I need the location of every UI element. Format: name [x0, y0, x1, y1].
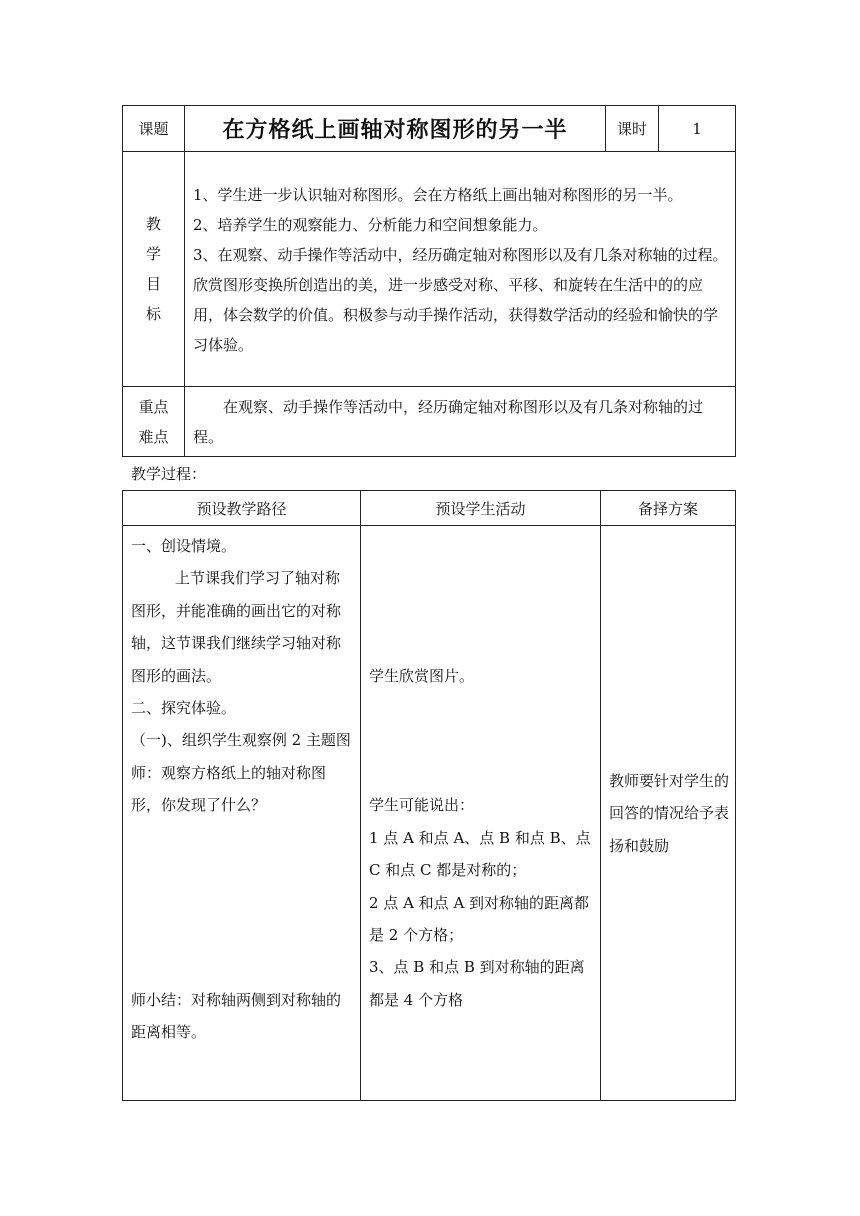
path-line: 上节课我们学习了轴对称图形，并能准确的画出它的对称轴，这节课我们继续学习轴对称图形的画法。 [131, 569, 342, 685]
objectives-content [185, 152, 736, 387]
keypoints-label-line: 难点 [138, 427, 169, 446]
header-alternative: 备择方案 [601, 491, 736, 526]
path-line: 二、探究体验。 [131, 699, 237, 718]
topic-label: 课题 [123, 106, 185, 152]
alternative-text: 教师要针对学生的回答的情况给予表扬和鼓励 [609, 772, 730, 855]
path-column [123, 526, 361, 1101]
keypoints-label [123, 387, 185, 457]
student-line: 3、点 B 和点 B 到对称轴的距离都是 4 个方格 [369, 958, 585, 1009]
objectives-label-char: 标 [145, 305, 161, 323]
student-line: 学生可能说出： [369, 796, 475, 815]
alternative-column [601, 526, 736, 1101]
period-label: 课时 [606, 106, 659, 152]
objectives-label-char: 教 [145, 215, 161, 233]
path-line: 师小结：对称轴两侧到对称轴的距离相等。 [131, 990, 342, 1042]
objective-item: 3、在观察、动手操作等活动中，经历确定轴对称图形以及有几条对称轴的过程。欣赏图形变换所创造出的美，进一步感受对称、平移、和旋转在生活中的的应用，体会数学的价值。积极参与动手操作活动，获得数学活动的经验和愉快的学习体验。 [193, 246, 728, 354]
objectives-label-char: 学 [145, 245, 161, 263]
process-table [122, 490, 736, 1101]
keypoints-content [185, 387, 736, 457]
path-line: 师：观察方格纸上的轴对称图形，你发现了什么？ [131, 763, 327, 815]
period-value: 1 [659, 106, 736, 152]
process-label: 教学过程： [131, 465, 207, 483]
path-line: （一)、组织学生观察例 2 主题图 [131, 731, 351, 750]
objective-item: 2、培养学生的观察能力、分析能力和空间想象能力。 [193, 216, 548, 234]
student-column [361, 526, 601, 1101]
student-line: 1 点 A 和点 A、点 B 和点 B、点 C 和点 C 都是对称的； [369, 828, 591, 880]
keypoints-label-line: 重点 [138, 397, 169, 416]
objectives-label [123, 152, 185, 387]
objective-item: 1、学生进一步认识轴对称图形。会在方格纸上画出轴对称图形的另一半。 [193, 186, 683, 204]
path-line: 一、创设情境。 [131, 537, 237, 555]
header-path: 预设教学路径 [123, 491, 361, 526]
lesson-header-table [122, 105, 736, 457]
objectives-label-char: 目 [145, 275, 161, 293]
header-student: 预设学生活动 [361, 491, 601, 526]
keypoints-text: 在观察、动手操作等活动中，经历确定轴对称图形以及有几条对称轴的过程。 [193, 397, 704, 446]
student-line: 2 点 A 和点 A 到对称轴的距离都是 2 个方格； [369, 893, 590, 945]
lesson-title: 在方格纸上画轴对称图形的另一半 [185, 106, 606, 152]
student-line: 学生欣赏图片。 [369, 667, 475, 685]
